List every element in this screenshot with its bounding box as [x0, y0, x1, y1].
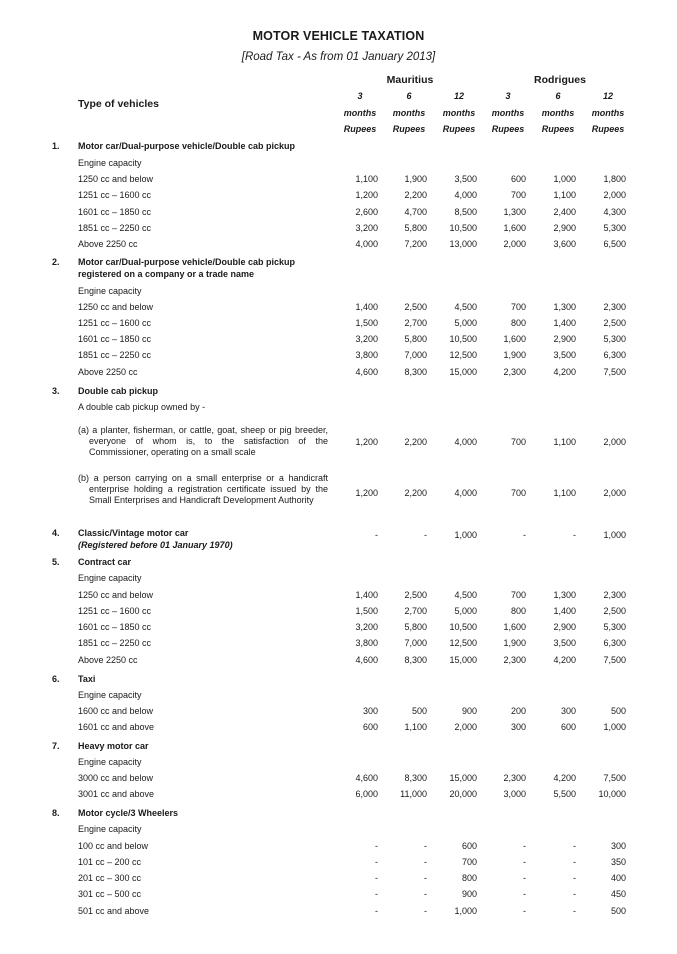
value-cell: 2,300	[603, 302, 626, 312]
section-number: 5.	[52, 557, 60, 567]
value-cell: -	[523, 889, 526, 899]
value-cell: 7,200	[404, 239, 427, 249]
value-cell: 2,200	[404, 190, 427, 200]
value-cell: -	[375, 873, 378, 883]
column-unit: months	[343, 108, 377, 118]
row-label: 1601 cc – 1850 cc	[78, 207, 152, 217]
value-cell: 4,600	[355, 655, 378, 665]
section-heading: Double cab pickup	[78, 386, 159, 396]
row-label: 1600 cc and below	[78, 706, 154, 716]
value-cell: -	[375, 889, 378, 899]
value-cell: 5,800	[404, 622, 427, 632]
column-currency: Rupees	[442, 124, 476, 134]
value-cell: 2,500	[603, 606, 626, 616]
value-cell: 1,000	[603, 530, 626, 540]
value-cell: 1,600	[503, 223, 526, 233]
value-cell: 2,200	[404, 488, 427, 498]
column-period: 12	[453, 91, 464, 101]
value-cell: 10,000	[598, 789, 626, 799]
value-cell: 4,600	[355, 367, 378, 377]
value-cell: -	[424, 857, 427, 867]
value-cell: 800	[510, 606, 526, 616]
value-cell: 1,800	[603, 174, 626, 184]
value-cell: 2,000	[503, 239, 526, 249]
value-cell: 700	[461, 857, 477, 867]
value-cell: 2,000	[603, 488, 626, 498]
value-cell: 700	[510, 488, 526, 498]
value-cell: 500	[610, 706, 626, 716]
value-cell: 1,900	[503, 638, 526, 648]
value-cell: 1,000	[553, 174, 576, 184]
row-label: Engine capacity	[78, 158, 142, 168]
value-cell: 400	[610, 873, 626, 883]
value-cell: 2,900	[553, 223, 576, 233]
value-cell: -	[523, 873, 526, 883]
value-cell: -	[375, 841, 378, 851]
row-label: 1601 cc and above	[78, 722, 155, 732]
value-cell: 1,600	[503, 622, 526, 632]
value-cell: 1,300	[553, 302, 576, 312]
section-intro: A double cab pickup owned by -	[78, 402, 206, 412]
section-heading: Motor cycle/3 Wheelers	[78, 808, 179, 818]
column-period: 12	[602, 91, 613, 101]
value-cell: -	[424, 530, 427, 540]
value-cell: 4,500	[454, 590, 477, 600]
region-header-mauritius: Mauritius	[386, 74, 434, 86]
row-label: 501 cc and above	[78, 906, 150, 916]
value-cell: 2,500	[404, 590, 427, 600]
value-cell: 2,700	[404, 606, 427, 616]
value-cell: 2,300	[503, 773, 526, 783]
value-cell: 5,000	[454, 606, 477, 616]
value-cell: 5,300	[603, 334, 626, 344]
type-of-vehicles-header: Type of vehicles	[78, 98, 159, 110]
row-label: Engine capacity	[78, 573, 142, 583]
value-cell: 1,000	[454, 530, 477, 540]
column-currency: Rupees	[343, 124, 377, 134]
value-cell: 1,100	[553, 190, 576, 200]
value-cell: 3,500	[553, 350, 576, 360]
section-number: 2.	[52, 257, 60, 267]
row-label: 3000 cc and below	[78, 773, 154, 783]
value-cell: 5,800	[404, 223, 427, 233]
value-cell: 4,500	[454, 302, 477, 312]
value-cell: 2,900	[553, 334, 576, 344]
value-cell: 4,200	[553, 773, 576, 783]
value-cell: 1,900	[404, 174, 427, 184]
value-cell: 1,300	[503, 207, 526, 217]
owner-category-text	[78, 425, 328, 458]
value-cell: -	[375, 530, 378, 540]
value-cell: 4,200	[553, 655, 576, 665]
section-number: 8.	[52, 808, 60, 818]
value-cell: 4,000	[355, 239, 378, 249]
row-label: 1250 cc and below	[78, 590, 154, 600]
value-cell: 600	[362, 722, 378, 732]
value-cell: 1,000	[454, 906, 477, 916]
value-cell: 7,000	[404, 350, 427, 360]
value-cell: 600	[461, 841, 477, 851]
row-label: 101 cc – 200 cc	[78, 857, 142, 867]
value-cell: 6,300	[603, 350, 626, 360]
row-label: 100 cc and below	[78, 841, 149, 851]
value-cell: 5,300	[603, 622, 626, 632]
value-cell: 15,000	[449, 773, 477, 783]
value-cell: 1,500	[355, 606, 378, 616]
value-cell: 7,500	[603, 655, 626, 665]
section-heading: Heavy motor car	[78, 741, 149, 751]
value-cell: 4,300	[603, 207, 626, 217]
row-label: 1851 cc – 2250 cc	[78, 638, 152, 648]
value-cell: 8,300	[404, 655, 427, 665]
value-cell: 2,700	[404, 318, 427, 328]
section-heading: Classic/Vintage motor car	[78, 528, 189, 538]
value-cell: 2,000	[454, 722, 477, 732]
value-cell: 6,300	[603, 638, 626, 648]
value-cell: 2,500	[404, 302, 427, 312]
owner-category-text	[78, 473, 328, 506]
value-cell: 10,500	[449, 622, 477, 632]
value-cell: 4,000	[454, 488, 477, 498]
section-heading-line2: registered on a company or a trade name	[78, 269, 255, 279]
row-label: Engine capacity	[78, 757, 142, 767]
value-cell: -	[424, 906, 427, 916]
value-cell: 1,600	[503, 334, 526, 344]
row-label: 1601 cc – 1850 cc	[78, 334, 152, 344]
value-cell: -	[523, 906, 526, 916]
value-cell: 500	[411, 706, 427, 716]
value-cell: 700	[510, 302, 526, 312]
section-number: 1.	[52, 141, 60, 151]
value-cell: 300	[510, 722, 526, 732]
value-cell: 1,000	[603, 722, 626, 732]
value-cell: 300	[560, 706, 576, 716]
column-unit: months	[591, 108, 625, 118]
value-cell: 800	[461, 873, 477, 883]
value-cell: -	[375, 857, 378, 867]
value-cell: 1,400	[355, 590, 378, 600]
section-heading: Motor car/Dual-purpose vehicle/Double cab pickup	[78, 141, 296, 151]
value-cell: 4,000	[454, 190, 477, 200]
value-cell: -	[424, 889, 427, 899]
row-label: 201 cc – 300 cc	[78, 873, 142, 883]
value-cell: 600	[510, 174, 526, 184]
value-cell: 350	[610, 857, 626, 867]
value-cell: 700	[510, 590, 526, 600]
value-cell: 3,200	[355, 334, 378, 344]
value-cell: 5,000	[454, 318, 477, 328]
column-period: 6	[555, 91, 561, 101]
row-label: 1601 cc – 1850 cc	[78, 622, 152, 632]
value-cell: 900	[461, 889, 477, 899]
value-cell: 2,600	[355, 207, 378, 217]
column-period: 3	[357, 91, 363, 101]
row-label: 1251 cc – 1600 cc	[78, 190, 152, 200]
value-cell: -	[573, 873, 576, 883]
value-cell: 6,500	[603, 239, 626, 249]
value-cell: 2,900	[553, 622, 576, 632]
value-cell: -	[424, 841, 427, 851]
value-cell: -	[573, 857, 576, 867]
row-label: Engine capacity	[78, 286, 142, 296]
value-cell: 12,500	[449, 350, 477, 360]
page-subtitle: [Road Tax - As from 01 January 2013]	[241, 51, 436, 63]
value-cell: 2,000	[603, 190, 626, 200]
value-cell: 700	[510, 437, 526, 447]
column-currency: Rupees	[591, 124, 625, 134]
value-cell: 2,300	[503, 655, 526, 665]
section-number: 4.	[52, 528, 60, 538]
value-cell: -	[424, 873, 427, 883]
value-cell: 1,400	[355, 302, 378, 312]
section-number: 7.	[52, 741, 60, 751]
row-label: 1251 cc – 1600 cc	[78, 318, 152, 328]
value-cell: 200	[510, 706, 526, 716]
section-heading: Motor car/Dual-purpose vehicle/Double cab pickup	[78, 257, 296, 267]
value-cell: 3,500	[454, 174, 477, 184]
value-cell: 20,000	[449, 789, 477, 799]
section-number: 6.	[52, 674, 60, 684]
row-label: Engine capacity	[78, 690, 142, 700]
value-cell: 1,100	[355, 174, 378, 184]
section-heading: Contract car	[78, 557, 132, 567]
value-cell: 2,300	[503, 367, 526, 377]
row-label: 1851 cc – 2250 cc	[78, 223, 152, 233]
value-cell: -	[375, 906, 378, 916]
value-cell: -	[523, 841, 526, 851]
value-cell: -	[573, 906, 576, 916]
value-cell: -	[573, 530, 576, 540]
row-label: Above 2250 cc	[78, 239, 138, 249]
value-cell: 4,200	[553, 367, 576, 377]
row-label: 1250 cc and below	[78, 174, 154, 184]
value-cell: 15,000	[449, 655, 477, 665]
value-cell: 3,800	[355, 638, 378, 648]
value-cell: 1,900	[503, 350, 526, 360]
value-cell: 10,500	[449, 223, 477, 233]
value-cell: 3,600	[553, 239, 576, 249]
column-unit: months	[491, 108, 525, 118]
value-cell: 7,500	[603, 773, 626, 783]
value-cell: 10,500	[449, 334, 477, 344]
value-cell: 8,300	[404, 773, 427, 783]
value-cell: 4,600	[355, 773, 378, 783]
column-period: 6	[406, 91, 412, 101]
section-heading: Taxi	[78, 674, 96, 684]
page-title: MOTOR VEHICLE TAXATION	[252, 29, 425, 43]
value-cell: 1,200	[355, 437, 378, 447]
section-subheading: (Registered before 01 January 1970)	[78, 540, 233, 550]
column-unit: months	[442, 108, 476, 118]
column-period: 3	[505, 91, 511, 101]
value-cell: 700	[510, 190, 526, 200]
value-cell: 2,000	[603, 437, 626, 447]
value-cell: 15,000	[449, 367, 477, 377]
row-label: 1251 cc – 1600 cc	[78, 606, 152, 616]
value-cell: 1,300	[553, 590, 576, 600]
value-cell: 5,300	[603, 223, 626, 233]
value-cell: 500	[610, 906, 626, 916]
value-cell: 7,500	[603, 367, 626, 377]
value-cell: 3,200	[355, 622, 378, 632]
row-label: 3001 cc and above	[78, 789, 155, 799]
value-cell: -	[523, 530, 526, 540]
row-label: Above 2250 cc	[78, 655, 138, 665]
value-cell: 1,500	[355, 318, 378, 328]
value-cell: 3,000	[503, 789, 526, 799]
value-cell: 4,000	[454, 437, 477, 447]
value-cell: 13,000	[449, 239, 477, 249]
value-cell: 800	[510, 318, 526, 328]
value-cell: 1,200	[355, 488, 378, 498]
value-cell: 2,200	[404, 437, 427, 447]
column-unit: months	[541, 108, 575, 118]
value-cell: 6,000	[355, 789, 378, 799]
value-cell: 7,000	[404, 638, 427, 648]
value-cell: 11,000	[400, 789, 427, 799]
value-cell: 5,500	[553, 789, 576, 799]
value-cell: 300	[362, 706, 378, 716]
section-number: 3.	[52, 386, 60, 396]
value-cell: 1,100	[553, 488, 576, 498]
value-cell: 1,400	[553, 318, 576, 328]
value-cell: 300	[610, 841, 626, 851]
value-cell: 2,400	[553, 207, 576, 217]
value-cell: 3,200	[355, 223, 378, 233]
column-unit: months	[392, 108, 426, 118]
value-cell: 1,400	[553, 606, 576, 616]
value-cell: 12,500	[449, 638, 477, 648]
value-cell: 3,500	[553, 638, 576, 648]
value-cell: 5,800	[404, 334, 427, 344]
value-cell: 1,100	[404, 722, 427, 732]
value-cell: 1,200	[355, 190, 378, 200]
owner-category-paragraph: (b) a person carrying on a small enterprise or a handicraft enterprise holding a registration certificate issued by the Small Enterprises and Handicraft Development Authority	[78, 473, 328, 505]
row-label: Engine capacity	[78, 824, 142, 834]
value-cell: -	[573, 889, 576, 899]
owner-category-paragraph: (a) a planter, fisherman, or cattle, goat, sheep or pig breeder, everyone of whom is, to the satisfaction of the Commissioner, operating on a small scale	[78, 425, 328, 457]
row-label: 301 cc – 500 cc	[78, 889, 142, 899]
column-currency: Rupees	[491, 124, 525, 134]
value-cell: 8,300	[404, 367, 427, 377]
value-cell: 2,300	[603, 590, 626, 600]
value-cell: 900	[461, 706, 477, 716]
value-cell: 600	[560, 722, 576, 732]
region-header-rodrigues: Rodrigues	[534, 74, 586, 86]
value-cell: 8,500	[454, 207, 477, 217]
row-label: 1250 cc and below	[78, 302, 154, 312]
value-cell: -	[573, 841, 576, 851]
value-cell: 2,500	[603, 318, 626, 328]
column-currency: Rupees	[541, 124, 575, 134]
column-currency: Rupees	[392, 124, 426, 134]
value-cell: 3,800	[355, 350, 378, 360]
value-cell: 4,700	[404, 207, 427, 217]
value-cell: -	[523, 857, 526, 867]
row-label: Above 2250 cc	[78, 367, 138, 377]
row-label: 1851 cc – 2250 cc	[78, 350, 152, 360]
value-cell: 450	[610, 889, 626, 899]
value-cell: 1,100	[553, 437, 576, 447]
